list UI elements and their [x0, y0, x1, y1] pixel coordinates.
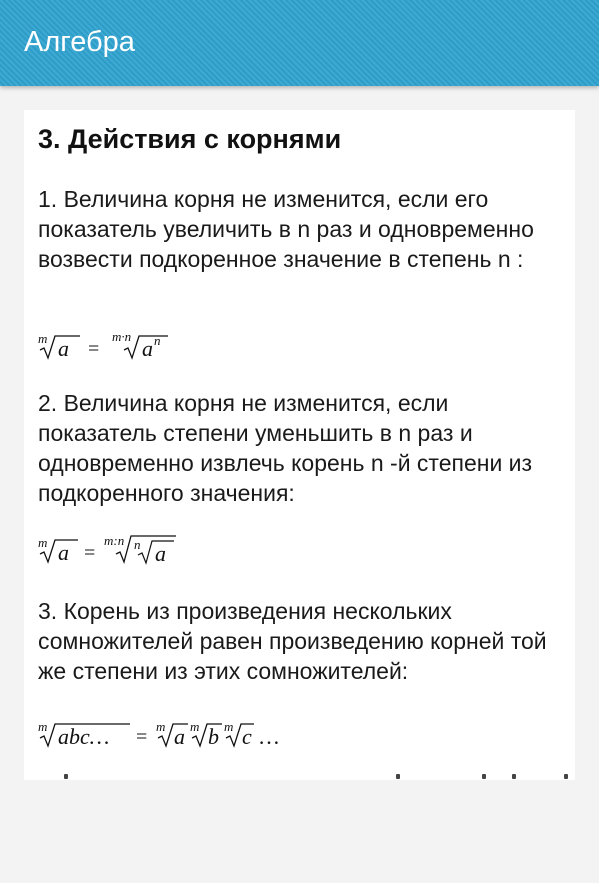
content-card: [24, 110, 575, 780]
svg-text:a: a: [142, 336, 153, 361]
app-title: Алгебра: [24, 26, 135, 58]
svg-text:a: a: [58, 336, 69, 361]
svg-text:m: m: [190, 719, 200, 734]
svg-text:m: m: [38, 535, 48, 550]
svg-text:…: …: [258, 724, 280, 749]
svg-text:c: c: [242, 724, 252, 749]
svg-text:=: =: [136, 726, 148, 748]
app-bar: [0, 0, 599, 86]
rule-2-text: 2. Величина корня не изменится, если показатель степени уменьшить в n раз и одновременно извлечь корень n -й степени из подкоренного значения:: [38, 390, 533, 506]
rule-1-formula: [36, 326, 196, 366]
svg-text:m: m: [224, 719, 234, 734]
svg-text:m·n: m·n: [112, 329, 132, 344]
rule-3-formula: [36, 714, 326, 754]
section-title: 3. Действия с корнями: [38, 124, 342, 154]
svg-text:a: a: [155, 541, 166, 566]
svg-text:m: m: [156, 719, 166, 734]
svg-text:n: n: [134, 537, 141, 552]
svg-text:b: b: [208, 724, 219, 749]
svg-text:=: =: [84, 542, 96, 564]
cutoff-text-fragment: [38, 774, 568, 780]
svg-text:a: a: [58, 540, 69, 565]
rule-1-text: 1. Величина корня не изменится, если его показатель увеличить в n раз и одновременно возвести подкоренное значение в степень n :: [38, 186, 534, 272]
svg-text:abc…: abc…: [58, 724, 110, 749]
svg-text:m: m: [38, 719, 48, 734]
rule-3-text: 3. Корень из произведения нескольких сомножителей равен произведению корней той же степени из этих сомножителей:: [38, 598, 547, 684]
svg-text:n: n: [154, 333, 161, 348]
svg-text:=: =: [88, 338, 100, 360]
svg-text:m:n: m:n: [104, 533, 125, 548]
svg-text:a: a: [174, 724, 185, 749]
rule-2-formula: [36, 530, 196, 570]
svg-text:m: m: [38, 331, 48, 346]
